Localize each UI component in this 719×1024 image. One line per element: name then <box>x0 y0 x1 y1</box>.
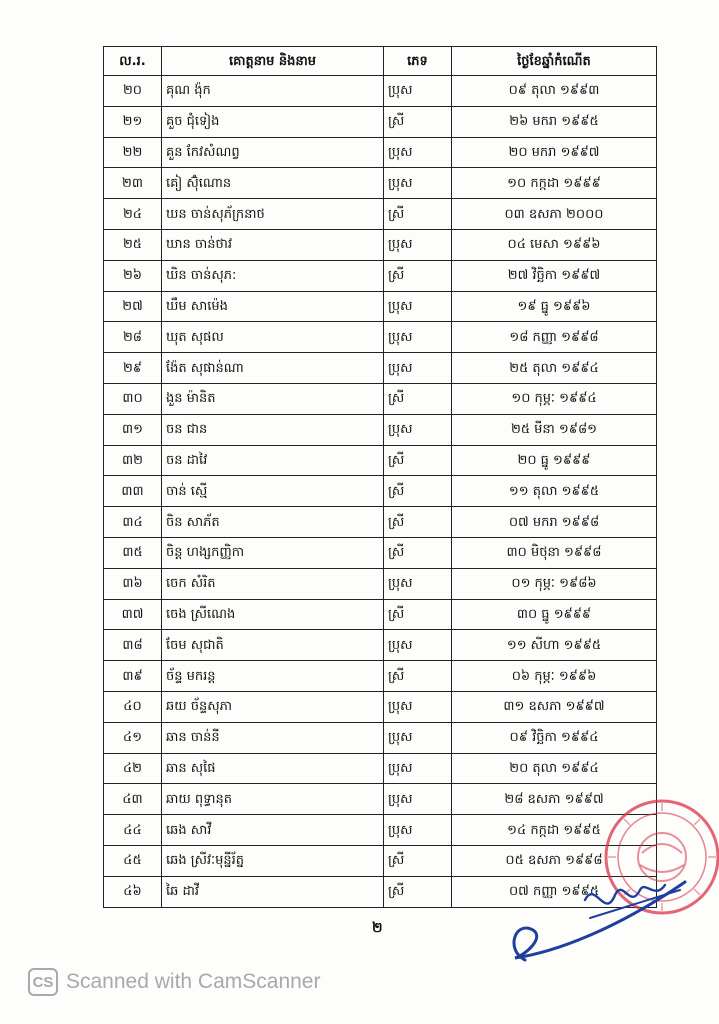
full-name-cell: ឃឹម សាម៉េង <box>162 291 384 322</box>
row-number: ៣៨ <box>104 630 162 661</box>
table-row <box>104 537 657 568</box>
row-number: ២៤ <box>104 199 162 230</box>
full-name-cell: ឆៃ ដាវី <box>162 876 384 907</box>
row-number: ៣៧ <box>104 599 162 630</box>
full-name-cell: ងួន ម៉ានិត <box>162 383 384 414</box>
date-of-birth-cell: ២៧ វិច្ឆិកា ១៩៩៧ <box>452 260 657 291</box>
full-name-cell: ឆាន សុផៃ <box>162 753 384 784</box>
full-name-cell: ឆេង ស្រីវៈមុន្នីរ័ត្ន <box>162 845 384 876</box>
row-number: ២២ <box>104 137 162 168</box>
row-number: ៣៦ <box>104 568 162 599</box>
sex-cell: ប្រុស <box>384 291 452 322</box>
date-of-birth-cell: ១០ កក្កដា ១៩៩៩ <box>452 168 657 199</box>
row-number: ៤១ <box>104 722 162 753</box>
sex-cell: ស្រី <box>384 260 452 291</box>
date-of-birth-cell: ០៩ វិច្ឆិកា ១៩៩៤ <box>452 722 657 753</box>
row-number: ៤៣ <box>104 784 162 815</box>
sex-cell: ប្រុស <box>384 815 452 846</box>
sex-cell: ប្រុស <box>384 168 452 199</box>
full-name-cell: ឆេង សាវី <box>162 815 384 846</box>
row-number: ៤២ <box>104 753 162 784</box>
full-name-cell: ចិន សាភ័ត <box>162 507 384 538</box>
table-row <box>104 661 657 692</box>
sex-cell: ស្រី <box>384 445 452 476</box>
sex-cell: ស្រី <box>384 845 452 876</box>
row-number: ២០ <box>104 76 162 107</box>
camscanner-logo: CS <box>28 968 58 996</box>
sex-cell: ស្រី <box>384 599 452 630</box>
row-number: ២៨ <box>104 322 162 353</box>
row-number: ៣៣ <box>104 476 162 507</box>
date-of-birth-cell: ០៩ តុលា ១៩៩៣ <box>452 76 657 107</box>
row-number: ៣៥ <box>104 537 162 568</box>
table-row <box>104 445 657 476</box>
date-of-birth-cell: ១៩ ធ្នូ ១៩៩៦ <box>452 291 657 322</box>
full-name-cell: ឆាយ ពុទ្ធានុត <box>162 784 384 815</box>
date-of-birth-cell: ២០ មករា ១៩៩៧ <box>452 137 657 168</box>
sex-cell: ប្រុស <box>384 414 452 445</box>
row-number: ២៩ <box>104 353 162 384</box>
row-number: ៤០ <box>104 691 162 722</box>
table-row <box>104 76 657 107</box>
sex-cell: ប្រុស <box>384 784 452 815</box>
header-date-of-birth: ថ្ងៃខែឆ្នាំកំណើត <box>452 47 657 76</box>
full-name-cell: ចែម សុជាតិ <box>162 630 384 661</box>
date-of-birth-cell: ១៨ កញ្ញា ១៩៩៨ <box>452 322 657 353</box>
full-name-cell: ច័ន្ទ មករន្ត <box>162 661 384 692</box>
header-sex: ភេទ <box>384 47 452 76</box>
date-of-birth-cell: ០៣ ឧសភា ២០០០ <box>452 199 657 230</box>
table-row <box>104 630 657 661</box>
sex-cell: ប្រុស <box>384 722 452 753</box>
sex-cell: ស្រី <box>384 661 452 692</box>
header-full-name: គោត្តនាម និងនាម <box>162 47 384 76</box>
full-name-cell: ឃិន ចាន់សុភ: <box>162 260 384 291</box>
row-number: ២៦ <box>104 260 162 291</box>
date-of-birth-cell: ០៧ កញ្ញា ១៩៩៥ <box>452 876 657 907</box>
table-header-row <box>104 47 657 76</box>
row-number: ២៣ <box>104 168 162 199</box>
sex-cell: ស្រី <box>384 876 452 907</box>
table-row <box>104 199 657 230</box>
sex-cell: ប្រុស <box>384 229 452 260</box>
date-of-birth-cell: ៣១ ឧសភា ១៩៩៧ <box>452 691 657 722</box>
table-row <box>104 353 657 384</box>
table-row <box>104 260 657 291</box>
table-row <box>104 414 657 445</box>
full-name-cell: ចិន្ត ហង្សកញ្ញិកា <box>162 537 384 568</box>
full-name-cell: ឃាន ចាន់ថាវ <box>162 229 384 260</box>
date-of-birth-cell: ២៥ មីនា ១៩៨១ <box>452 414 657 445</box>
full-name-cell: ឃន ចាន់សុភ័ក្រនាថ <box>162 199 384 230</box>
full-name-cell: គៀ ស៊ុំណោន <box>162 168 384 199</box>
sex-cell: ស្រី <box>384 106 452 137</box>
sex-cell: ប្រុស <box>384 753 452 784</box>
date-of-birth-cell: ២៦ មករា ១៩៩៥ <box>452 106 657 137</box>
table-row <box>104 722 657 753</box>
table-row <box>104 106 657 137</box>
table-row <box>104 168 657 199</box>
full-name-cell: ចន ជាន <box>162 414 384 445</box>
table-row <box>104 137 657 168</box>
handwritten-signature <box>495 860 705 970</box>
full-name-cell: គួច ជុំទៀង <box>162 106 384 137</box>
table-row <box>104 507 657 538</box>
full-name-cell: ចន ដាវៃ <box>162 445 384 476</box>
date-of-birth-cell: ០៥ ឧសភា ១៩៩៨ <box>452 845 657 876</box>
sex-cell: ប្រុស <box>384 568 452 599</box>
table-row <box>104 784 657 815</box>
date-of-birth-cell: ១១ សីហា ១៩៩៥ <box>452 630 657 661</box>
row-number: ២១ <box>104 106 162 137</box>
table-row <box>104 291 657 322</box>
row-number: ៣០ <box>104 383 162 414</box>
table-body <box>104 76 657 908</box>
date-of-birth-cell: ២០ ធ្នូ ១៩៩៩ <box>452 445 657 476</box>
date-of-birth-cell: ១១ តុលា ១៩៩៥ <box>452 476 657 507</box>
sex-cell: ស្រី <box>384 507 452 538</box>
row-number: ២៧ <box>104 291 162 322</box>
date-of-birth-cell: ០៧ មករា ១៩៩៨ <box>452 507 657 538</box>
sex-cell: ស្រី <box>384 537 452 568</box>
sex-cell: ប្រុស <box>384 630 452 661</box>
date-of-birth-cell: ១៤ កក្កដា ១៩៩៥ <box>452 815 657 846</box>
date-of-birth-cell: ០៦ កុម្ភៈ ១៩៩៦ <box>452 661 657 692</box>
sex-cell: ប្រុស <box>384 353 452 384</box>
table-row <box>104 753 657 784</box>
table-row <box>104 476 657 507</box>
date-of-birth-cell: ២៨ ឧសភា ១៩៩៧ <box>452 784 657 815</box>
full-name-cell: ឃុត សុផល <box>162 322 384 353</box>
table-row <box>104 691 657 722</box>
table-row <box>104 229 657 260</box>
date-of-birth-cell: ២៥ តុលា ១៩៩៤ <box>452 353 657 384</box>
student-roster-table <box>103 46 657 908</box>
full-name-cell: ចេក សំរិត <box>162 568 384 599</box>
row-number: ២៥ <box>104 229 162 260</box>
row-number: ៤៥ <box>104 845 162 876</box>
full-name-cell: គួន កែវសំណព្វ <box>162 137 384 168</box>
sex-cell: ប្រុស <box>384 691 452 722</box>
full-name-cell: ចេង ស្រីណេង <box>162 599 384 630</box>
table-row <box>104 599 657 630</box>
row-number: ៣១ <box>104 414 162 445</box>
date-of-birth-cell: ១០ កុម្ភៈ ១៩៩៤ <box>452 383 657 414</box>
sex-cell: ប្រុស <box>384 76 452 107</box>
full-name-cell: ចាន់ ស្មើ <box>162 476 384 507</box>
sex-cell: ស្រី <box>384 476 452 507</box>
table-row <box>104 568 657 599</box>
full-name-cell: ឆយ ច័ន្ទសុភា <box>162 691 384 722</box>
watermark-text: Scanned with CamScanner <box>66 970 321 993</box>
table-row <box>104 322 657 353</box>
sex-cell: ស្រី <box>384 383 452 414</box>
sex-cell: ប្រុស <box>384 137 452 168</box>
row-number: ៣២ <box>104 445 162 476</box>
date-of-birth-cell: ០៤ មេសា ១៩៩៦ <box>452 229 657 260</box>
header-number: ល.រ. <box>104 47 162 76</box>
camscanner-watermark <box>28 968 320 996</box>
row-number: ៤៤ <box>104 815 162 846</box>
sex-cell: ស្រី <box>384 199 452 230</box>
date-of-birth-cell: ៣០ ធ្នូ ១៩៩៩ <box>452 599 657 630</box>
row-number: ៤៦ <box>104 876 162 907</box>
row-number: ៣៤ <box>104 507 162 538</box>
full-name-cell: ឆាន ចាន់នី <box>162 722 384 753</box>
date-of-birth-cell: ២០ តុលា ១៩៩៤ <box>452 753 657 784</box>
sex-cell: ប្រុស <box>384 322 452 353</box>
date-of-birth-cell: ៣០ មិថុនា ១៩៩៨ <box>452 537 657 568</box>
date-of-birth-cell: ០១ កុម្ភៈ ១៩៨៦ <box>452 568 657 599</box>
table-row <box>104 383 657 414</box>
table-row <box>104 815 657 846</box>
page-number: ២ <box>372 920 383 936</box>
full-name-cell: គុណ ង៉ុក <box>162 76 384 107</box>
row-number: ៣៩ <box>104 661 162 692</box>
full-name-cell: ង៉ែត សុផាន់ណា <box>162 353 384 384</box>
